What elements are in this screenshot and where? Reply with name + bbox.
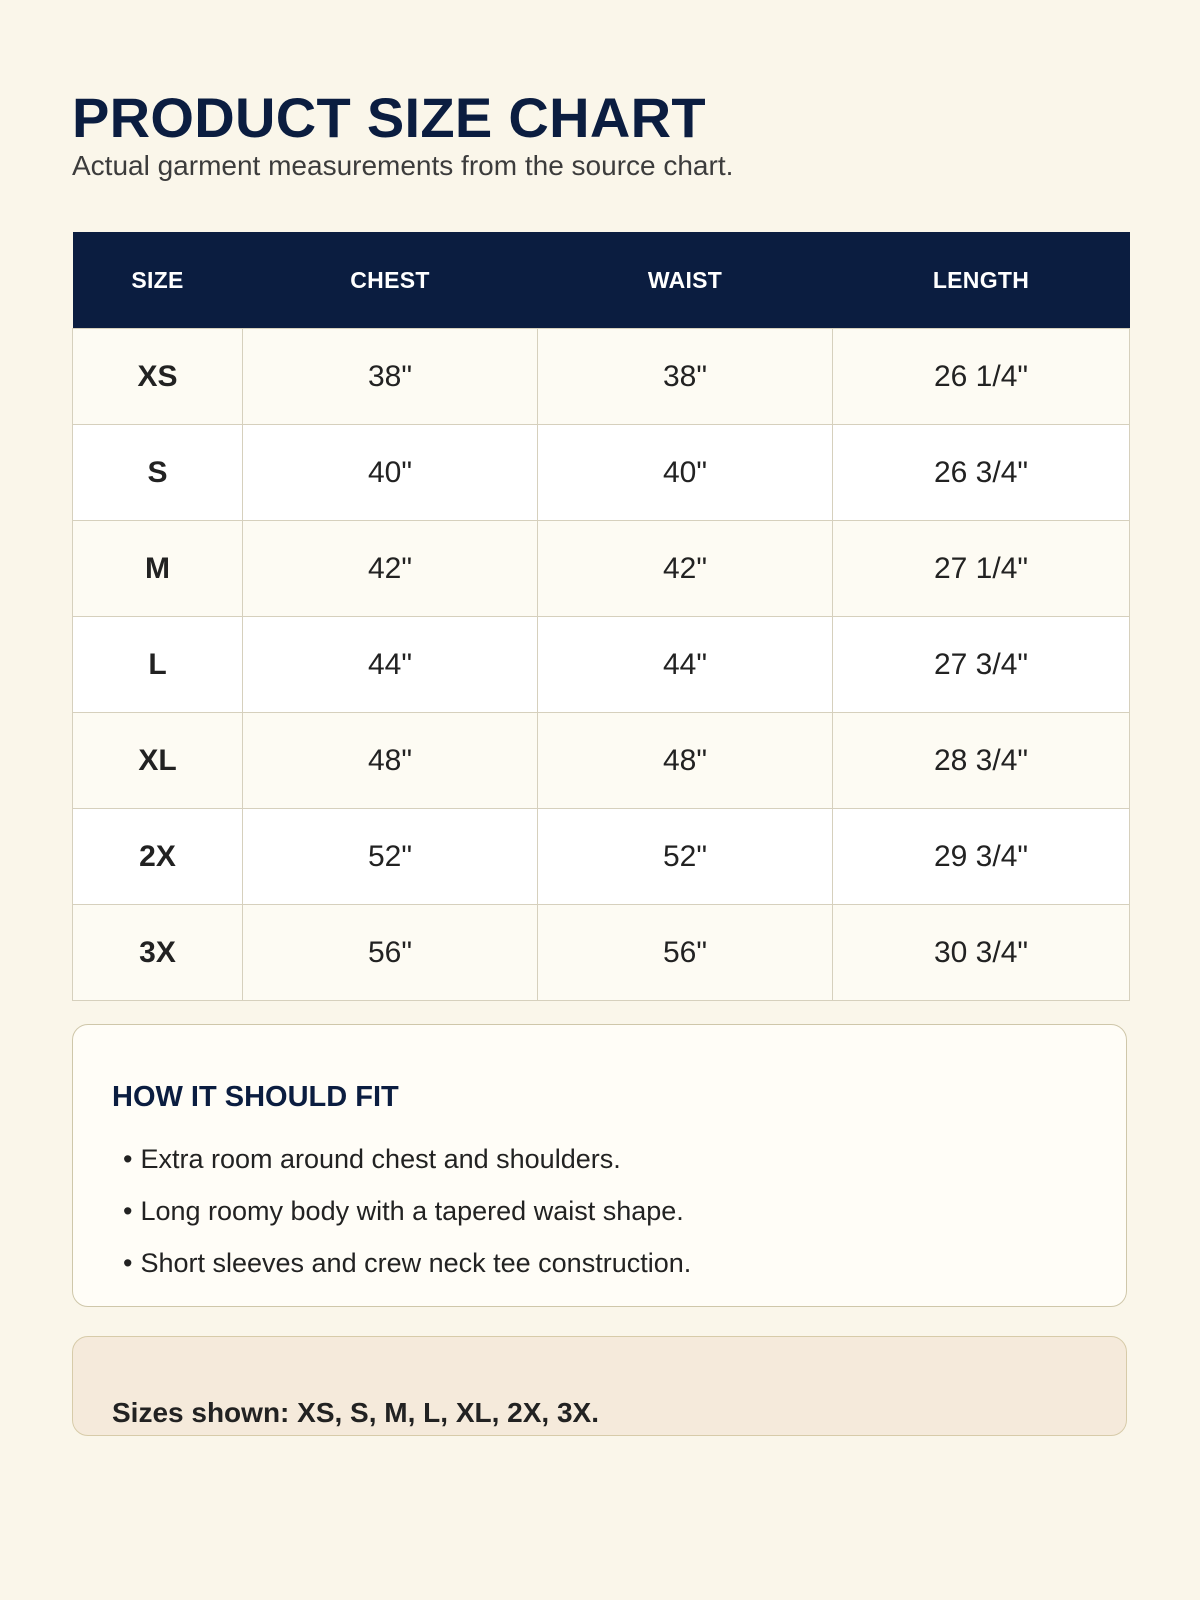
table-row xyxy=(73,521,1130,617)
table-row xyxy=(73,809,1130,905)
size-cell: M xyxy=(73,521,243,617)
column-header-size: SIZE xyxy=(73,232,243,329)
fit-guide-text: Long roomy body with a tapered waist shape. xyxy=(140,1196,684,1226)
table-row xyxy=(73,617,1130,713)
waist-cell: 56" xyxy=(538,905,833,1001)
length-cell: 27 3/4" xyxy=(833,617,1130,713)
size-cell: S xyxy=(73,425,243,521)
column-header-chest: CHEST xyxy=(243,232,538,329)
waist-cell: 44" xyxy=(538,617,833,713)
fit-guide-box xyxy=(72,1024,1127,1307)
list-item xyxy=(123,1185,691,1237)
bullet-icon: • xyxy=(123,1144,133,1174)
table-row xyxy=(73,713,1130,809)
waist-cell: 52" xyxy=(538,809,833,905)
fit-guide-text: Extra room around chest and shoulders. xyxy=(140,1144,621,1174)
chest-cell: 44" xyxy=(243,617,538,713)
table-row xyxy=(73,905,1130,1001)
fit-guide-list xyxy=(123,1133,691,1289)
length-cell: 28 3/4" xyxy=(833,713,1130,809)
chest-cell: 40" xyxy=(243,425,538,521)
table-row xyxy=(73,329,1130,425)
chest-cell: 42" xyxy=(243,521,538,617)
chest-cell: 38" xyxy=(243,329,538,425)
page-subtitle: Actual garment measurements from the source chart. xyxy=(72,150,734,181)
size-cell: 3X xyxy=(73,905,243,1001)
fit-guide-text: Short sleeves and crew neck tee construction. xyxy=(140,1248,692,1278)
length-cell: 30 3/4" xyxy=(833,905,1130,1001)
fit-guide-heading: HOW IT SHOULD FIT xyxy=(112,1081,399,1113)
length-cell: 29 3/4" xyxy=(833,809,1130,905)
length-cell: 27 1/4" xyxy=(833,521,1130,617)
list-item xyxy=(123,1133,691,1185)
waist-cell: 42" xyxy=(538,521,833,617)
waist-cell: 48" xyxy=(538,713,833,809)
waist-cell: 40" xyxy=(538,425,833,521)
chest-cell: 48" xyxy=(243,713,538,809)
page-title: PRODUCT SIZE CHART xyxy=(72,86,706,149)
table-header-row xyxy=(73,232,1130,329)
table-row xyxy=(73,425,1130,521)
sizes-note-box xyxy=(72,1336,1127,1436)
list-item xyxy=(123,1237,691,1289)
bullet-icon: • xyxy=(123,1248,133,1278)
column-header-length: LENGTH xyxy=(833,232,1130,329)
chest-cell: 52" xyxy=(243,809,538,905)
size-cell: XL xyxy=(73,713,243,809)
bullet-icon: • xyxy=(123,1196,133,1226)
column-header-waist: WAIST xyxy=(538,232,833,329)
size-table xyxy=(72,232,1130,1001)
size-cell: XS xyxy=(73,329,243,425)
size-cell: L xyxy=(73,617,243,713)
sizes-note-text: Sizes shown: XS, S, M, L, XL, 2X, 3X. xyxy=(112,1397,600,1428)
waist-cell: 38" xyxy=(538,329,833,425)
length-cell: 26 1/4" xyxy=(833,329,1130,425)
chest-cell: 56" xyxy=(243,905,538,1001)
length-cell: 26 3/4" xyxy=(833,425,1130,521)
size-cell: 2X xyxy=(73,809,243,905)
